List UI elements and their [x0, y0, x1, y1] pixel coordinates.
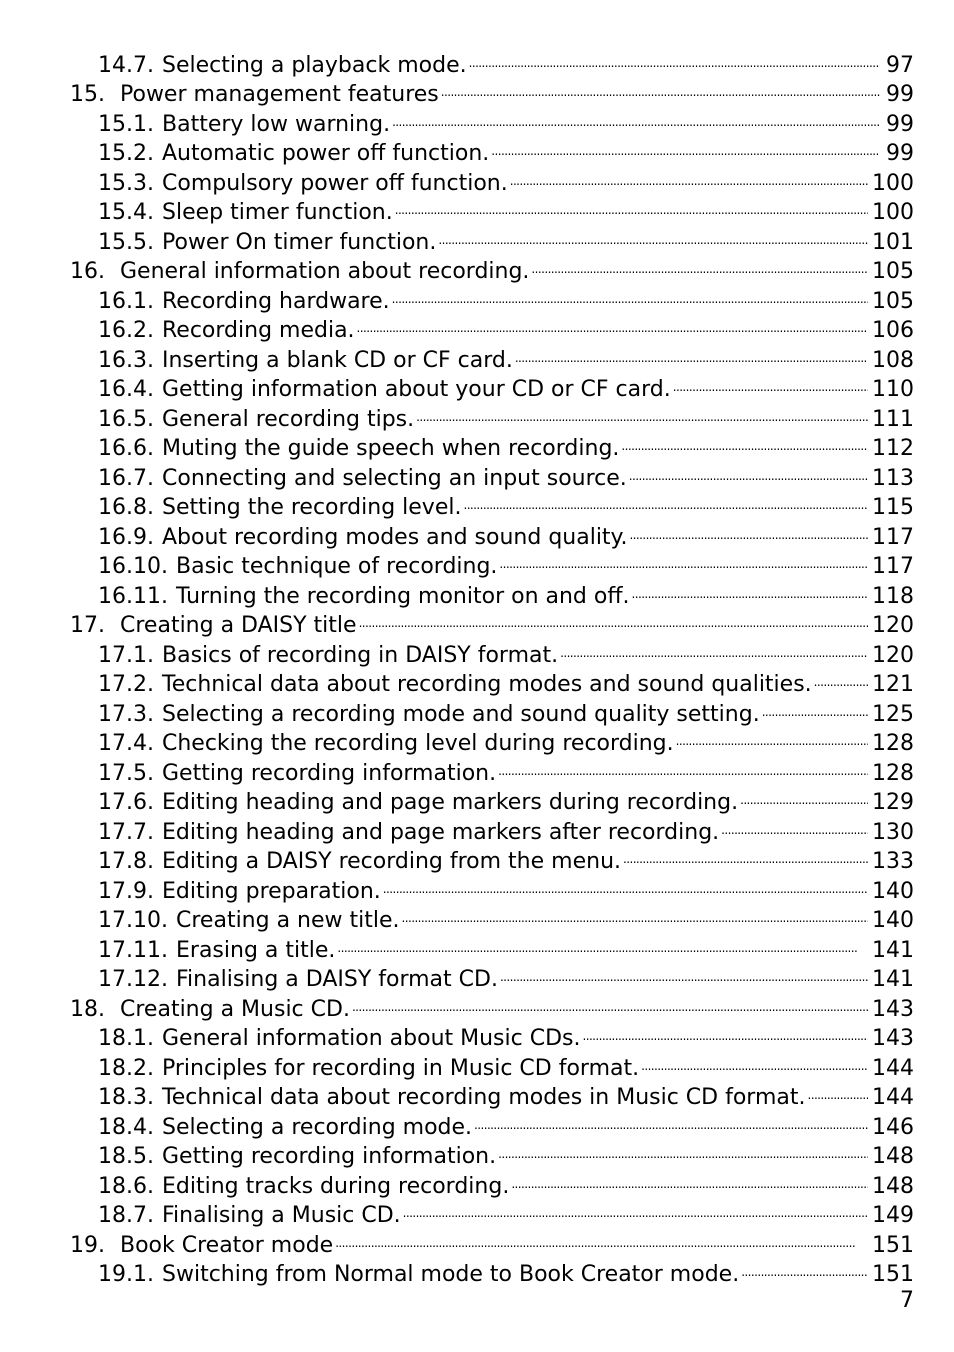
toc-entry-page: 143	[872, 996, 914, 1022]
toc-entry-title: Connecting and selecting an input source.	[162, 465, 627, 491]
toc-entry-page: 100	[872, 200, 914, 225]
toc-entry-page: 106	[872, 318, 914, 343]
toc-entry-number: 16.6.	[98, 436, 154, 461]
toc-entry-title: Editing a DAISY recording from the menu.	[162, 849, 622, 874]
page-number: 7	[900, 1288, 914, 1313]
dot-leader	[441, 72, 880, 102]
toc-entry-page: 108	[872, 347, 914, 373]
toc-entry-title: Battery low warning.	[162, 111, 391, 137]
toc-entry-title: Finalising a Music CD.	[162, 1203, 401, 1228]
toc-entry-title: Editing preparation.	[162, 878, 381, 904]
toc-entry-number: 17.6.	[98, 790, 154, 815]
dot-leader	[531, 249, 868, 279]
dot-leader	[515, 337, 868, 367]
toc-entry-page: 113	[872, 465, 914, 491]
toc-entry-number: 17.1.	[98, 642, 154, 668]
toc-entry-title: General recording tips.	[162, 406, 415, 432]
toc-entry-number: 17.9.	[98, 878, 154, 904]
dot-leader	[741, 1252, 868, 1282]
toc-entry-title: Getting recording information.	[162, 760, 497, 786]
dot-leader	[676, 721, 868, 751]
dot-leader	[392, 101, 880, 131]
dot-leader	[335, 1222, 868, 1252]
toc-entry-number: 18.2.	[98, 1055, 154, 1081]
toc-entry-page: 128	[872, 760, 914, 786]
toc-entry-number: 16.8.	[98, 495, 154, 520]
toc-entry-title: Technical data about recording modes and sound qualities.	[162, 672, 812, 697]
dot-leader	[474, 1104, 868, 1134]
toc-entry-page: 141	[872, 937, 914, 963]
toc-entry-number: 16.7.	[98, 465, 154, 491]
dot-leader	[491, 131, 880, 161]
toc-entry-title: Setting the recording level.	[162, 495, 462, 520]
dot-leader	[359, 603, 868, 633]
toc-entry-title: Creating a Music CD.	[120, 996, 350, 1022]
toc-entry-title: Book Creator mode	[120, 1232, 334, 1258]
toc-entry-number: 18.3.	[98, 1085, 154, 1110]
toc-entry-title: General information about recording.	[120, 259, 530, 284]
toc-entry-number: 18.4.	[98, 1114, 154, 1140]
dot-leader	[463, 485, 868, 515]
toc-entry-number: 17.8.	[98, 849, 154, 874]
toc-entry-number: 17.4.	[98, 731, 154, 756]
dot-leader	[438, 219, 868, 249]
toc-entry-page: 125	[872, 701, 914, 727]
toc-entry-title: Getting information about your CD or CF card.	[162, 377, 671, 402]
dot-leader	[403, 1193, 868, 1223]
toc-subsection[interactable]	[70, 42, 914, 78]
toc-entry-page: 151	[872, 1262, 914, 1287]
toc-entry-title: Checking the recording level during recording.	[162, 731, 674, 756]
dot-leader	[673, 367, 868, 397]
toc-entry-number: 15.5.	[98, 229, 154, 255]
toc-entry-title: Recording hardware.	[162, 288, 390, 314]
dot-leader	[337, 927, 868, 957]
dot-leader	[814, 662, 868, 692]
toc-entry-page: 149	[872, 1203, 914, 1228]
dot-leader	[392, 278, 868, 308]
toc-entry-page: 105	[872, 288, 914, 314]
dot-leader	[416, 396, 868, 426]
toc-entry-page: 140	[872, 878, 914, 904]
toc-entry-number: 18.5.	[98, 1144, 154, 1169]
toc-entry-number: 16.3.	[98, 347, 154, 373]
toc-entry-title: Technical data about recording modes in Music CD format.	[162, 1085, 806, 1110]
dot-leader	[623, 839, 868, 869]
dot-leader	[500, 957, 868, 987]
toc-entry-number: 15.1.	[98, 111, 154, 137]
dot-leader	[632, 573, 868, 603]
toc-entry-title: Selecting a recording mode and sound quality setting.	[162, 701, 760, 727]
toc-entry-page: 141	[872, 967, 914, 992]
toc-entry-number: 16.11.	[98, 583, 168, 609]
toc-entry-title: Switching from Normal mode to Book Creator mode.	[162, 1262, 740, 1287]
dot-leader	[357, 308, 868, 338]
toc-entry-page: 120	[872, 613, 914, 638]
dot-leader	[641, 1045, 868, 1075]
toc-entry-page: 144	[872, 1055, 914, 1081]
toc-entry-title: Editing heading and page markers during recording.	[162, 790, 739, 815]
toc-entry-title: Recording media.	[162, 318, 355, 343]
toc-entry-page: 115	[872, 495, 914, 520]
toc-entry-title: Sleep timer function.	[162, 200, 393, 225]
toc-entry-page: 148	[872, 1173, 914, 1199]
toc-entry-page: 97	[886, 52, 914, 78]
toc-entry-page: 133	[872, 849, 914, 874]
toc-entry-page: 140	[872, 908, 914, 933]
toc-entry-page: 148	[872, 1144, 914, 1169]
dot-leader	[395, 190, 868, 220]
toc-entry-title: Selecting a playback mode.	[162, 52, 467, 78]
toc-entry-page: 100	[872, 170, 914, 196]
toc-entry-number: 14.7.	[98, 52, 154, 78]
toc-entry-page: 105	[872, 259, 914, 284]
toc-entry-title: Finalising a DAISY format CD.	[176, 967, 498, 992]
toc-entry-number: 19.	[70, 1232, 105, 1258]
toc-entry-title: Getting recording information.	[162, 1144, 497, 1169]
toc-entry-page: 121	[872, 672, 914, 697]
dot-leader	[499, 544, 868, 574]
dot-leader	[402, 898, 868, 928]
dot-leader	[560, 632, 868, 662]
toc-entry-title: Basic technique of recording.	[176, 554, 498, 579]
toc-entry-page: 101	[872, 229, 914, 255]
toc-entry-title: Creating a DAISY title	[120, 613, 357, 638]
toc-entry-title: Muting the guide speech when recording.	[162, 436, 620, 461]
toc-entry-number: 18.	[70, 996, 105, 1022]
toc-entry-page: 99	[886, 111, 914, 137]
toc-entry-title: Editing tracks during recording.	[162, 1173, 510, 1199]
dot-leader	[469, 42, 880, 72]
toc-entry-number: 15.3.	[98, 170, 154, 196]
toc-entry-number: 17.7.	[98, 819, 154, 845]
dot-leader	[510, 160, 868, 190]
toc-entry-page: 117	[872, 554, 914, 579]
dot-leader	[582, 1016, 868, 1046]
toc-entry-title: Turning the recording monitor on and off.	[176, 583, 630, 609]
toc-entry-page: 146	[872, 1114, 914, 1140]
toc-entry-title: Inserting a blank CD or CF card.	[162, 347, 513, 373]
toc-entry-number: 18.6.	[98, 1173, 154, 1199]
toc-entry-number: 16.9.	[98, 524, 154, 550]
toc-entry-number: 15.2.	[98, 141, 154, 166]
toc-entry-number: 17.3.	[98, 701, 154, 727]
toc-entry-page: 99	[886, 82, 914, 107]
toc-entry-page: 128	[872, 731, 914, 756]
toc-entry-title: Power On timer function.	[162, 229, 437, 255]
toc-entry-number: 16.10.	[98, 554, 168, 579]
toc-entry-number: 15.4.	[98, 200, 154, 225]
toc-entry-title: Principles for recording in Music CD format.	[162, 1055, 640, 1081]
toc-entry-number: 16.	[70, 259, 105, 284]
toc-entry-number: 18.1.	[98, 1026, 154, 1051]
toc-entry-title: Editing heading and page markers after recording.	[162, 819, 720, 845]
toc-entry-number: 16.1.	[98, 288, 154, 314]
toc-entry-number: 17.12.	[98, 967, 168, 992]
dot-leader	[511, 1163, 868, 1193]
toc-entry-page: 111	[872, 406, 914, 432]
dot-leader	[721, 809, 868, 839]
toc-entry-number: 17.2.	[98, 672, 154, 697]
toc-entry-page: 143	[872, 1026, 914, 1051]
toc-entry-page: 144	[872, 1085, 914, 1110]
toc-entry-number: 16.2.	[98, 318, 154, 343]
toc-entry-title: Selecting a recording mode.	[162, 1114, 473, 1140]
dot-leader	[498, 750, 868, 780]
toc-entry-number: 17.11.	[98, 937, 168, 963]
toc-entry-page: 151	[872, 1232, 914, 1258]
toc-entry-page: 129	[872, 790, 914, 815]
toc-entry-number: 17.10.	[98, 908, 168, 933]
toc-entry-title: General information about Music CDs.	[162, 1026, 581, 1051]
toc-entry-number: 18.7.	[98, 1203, 154, 1228]
dot-leader	[629, 514, 868, 544]
toc-entry-number: 19.1.	[98, 1262, 154, 1287]
toc-entry-number: 17.	[70, 613, 105, 638]
toc-entry-number: 17.5.	[98, 760, 154, 786]
dot-leader	[740, 780, 868, 810]
toc-entry-number: 16.4.	[98, 377, 154, 402]
toc-entry-page: 117	[872, 524, 914, 550]
dot-leader	[383, 868, 868, 898]
toc-entry-title: Basics of recording in DAISY format.	[162, 642, 559, 668]
toc-entry-page: 99	[886, 141, 914, 166]
toc-entry-title: Power management features	[120, 82, 439, 107]
dot-leader	[808, 1075, 869, 1105]
toc-entry-number: 15.	[70, 82, 105, 107]
dot-leader	[762, 691, 868, 721]
toc-entry-page: 110	[872, 377, 914, 402]
toc-entry-title: Compulsory power off function.	[162, 170, 508, 196]
toc-entry-page: 118	[872, 583, 914, 609]
dot-leader	[629, 455, 868, 485]
toc-entry-title: Automatic power off function.	[162, 141, 490, 166]
toc-entry-page: 130	[872, 819, 914, 845]
toc-entry-title: About recording modes and sound quality.	[162, 524, 628, 550]
toc-entry-page: 112	[872, 436, 914, 461]
toc-entry-title: Creating a new title.	[176, 908, 400, 933]
toc-entry-number: 16.5.	[98, 406, 154, 432]
toc-entry-page: 120	[872, 642, 914, 668]
dot-leader	[498, 1134, 868, 1164]
dot-leader	[621, 426, 868, 456]
toc-entry-title: Erasing a title.	[176, 937, 336, 963]
dot-leader	[352, 986, 868, 1016]
table-of-contents	[70, 42, 914, 1287]
